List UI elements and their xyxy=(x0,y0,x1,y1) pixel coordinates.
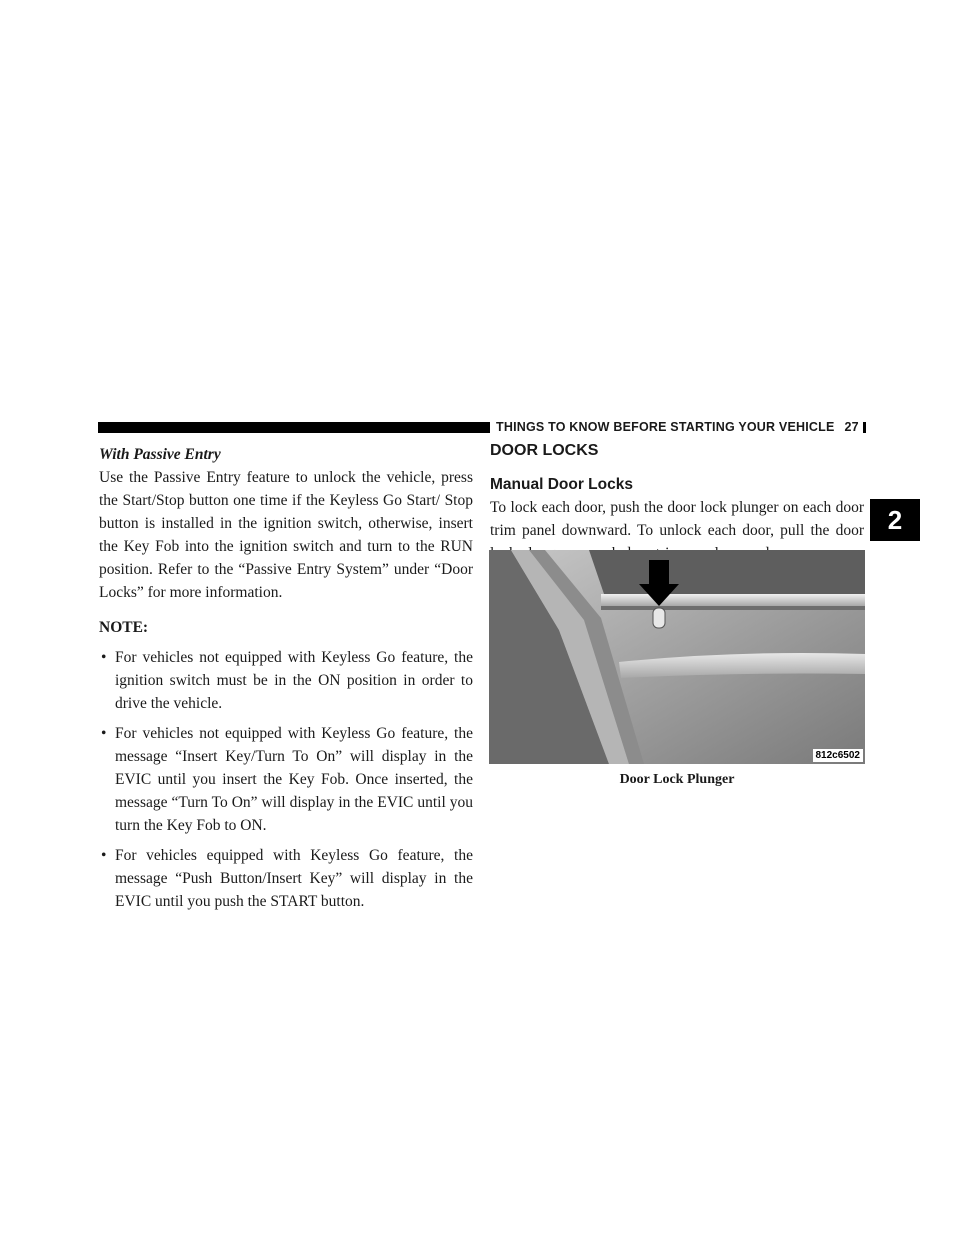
chapter-tab: 2 xyxy=(870,499,920,541)
note-label: NOTE: xyxy=(99,619,149,636)
right-column xyxy=(490,440,864,565)
door-lock-illustration xyxy=(489,550,865,764)
left-column xyxy=(99,443,473,913)
list-item: • For vehicles not equipped with Keyless Go feature, the ignition switch must be in the ON position in order to drive the vehicle. xyxy=(99,646,473,715)
intro-paragraph: Use the Passive Entry feature to unlock the vehicle, press the Start/Stop button one time if the Keyless Go Start/ Stop button is installed in the ignition switch, otherwise, insert the Key Fob into the ignition switch and turn to the RUN position. Refer to the “Passive Entry System” under “Door Locks” for more information. xyxy=(99,469,473,601)
page-number: 27 xyxy=(844,420,859,434)
body-paragraph: To lock each door, push the door lock plunger on each door trim panel downward. To unlock each door, pull the door xyxy=(490,499,864,539)
bullet-icon: • xyxy=(101,649,107,666)
list-item: • For vehicles equipped with Keyless Go feature, the message “Push Button/Insert Key” will display in the EVIC until you push the START button. xyxy=(99,844,473,913)
bullet-icon: • xyxy=(101,725,107,742)
running-header xyxy=(490,418,863,436)
door-lock-figure xyxy=(489,550,865,764)
list-item: • For vehicles not equipped with Keyless Go feature, the message “Insert Key/Turn To On” will display in the EVIC until you insert the Key Fob. Once inserted, the message “Turn To On” will display in the EVIC until you turn the Key Fob to ON. xyxy=(99,722,473,837)
section-title: DOOR LOCKS xyxy=(490,442,599,459)
figure-caption: Door Lock Plunger xyxy=(619,772,735,787)
subsection-title: Manual Door Locks xyxy=(490,476,633,493)
subheading-passive-entry: With Passive Entry xyxy=(99,446,221,463)
chapter-title: THINGS TO KNOW BEFORE STARTING YOUR VEHICLE xyxy=(496,420,835,434)
bullet-icon: • xyxy=(101,847,107,864)
note-list xyxy=(99,646,473,913)
figure-code: 812c6502 xyxy=(813,749,864,762)
